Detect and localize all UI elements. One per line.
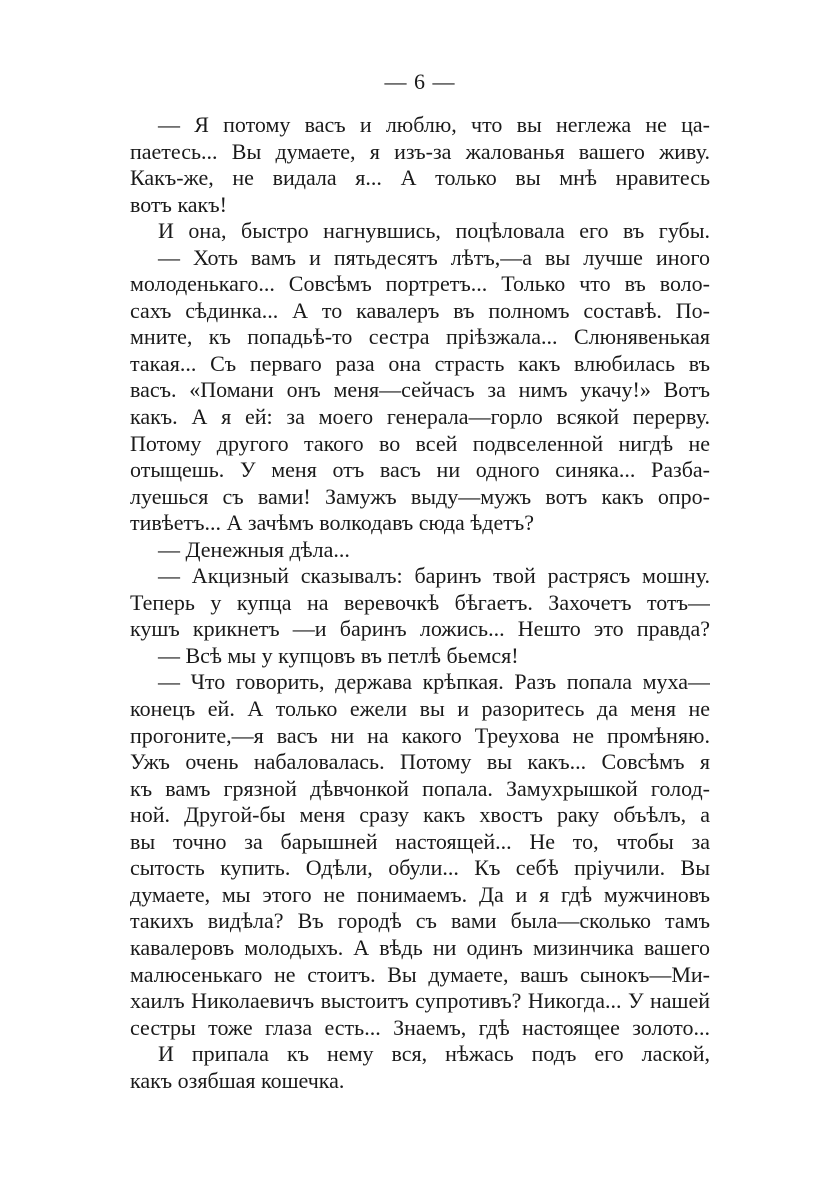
text-line: какъ. А я ей: за моего генерала—горло всякой перерву. xyxy=(130,404,710,430)
text-line: вы точно за барышней настоящей... Не то, чтобы за xyxy=(130,828,710,854)
text-line: думаете, мы этого не понимаемъ. Да и я гдѣ мужчиновъ xyxy=(130,881,710,907)
text-line: отыщешь. У меня отъ васъ ни одного синяка... Разба- xyxy=(130,457,710,483)
text-line: Какъ-же, не видала я... А только вы мнѣ нравитесь xyxy=(130,165,710,191)
text-line: — Что говорить, держава крѣпкая. Разъ попала муха— xyxy=(158,669,710,695)
page-number: — 6 — xyxy=(384,69,456,94)
text-line: малюсенькаго не стоитъ. Вы думаете, вашъ сынокъ—Ми- xyxy=(130,961,710,987)
text-line: — Денежныя дѣла... xyxy=(158,536,350,562)
text-line: васъ. «Помани онъ меня—сейчасъ за нимъ укачу!» Вотъ xyxy=(130,377,710,403)
text-line: прогоните,—я васъ ни на какого Треухова не промѣняю. xyxy=(130,722,710,748)
text-line: тивѣетъ... А зачѣмъ волкодавъ сюда ѣдетъ? xyxy=(130,510,534,536)
text-line: кушъ крикнетъ —и баринъ ложись... Нешто это правда? xyxy=(130,616,710,642)
text-line: паетесь... Вы думаете, я изъ-за жалованья вашего живу. xyxy=(130,138,710,164)
text-line: молоденькаго... Совсѣмъ портретъ... Только что въ воло- xyxy=(130,271,710,297)
text-line: вотъ какъ! xyxy=(130,191,227,217)
text-line: къ вамъ грязной дѣвчонкой попала. Замухрышкой голод- xyxy=(130,775,710,801)
text-line: сахъ сѣдинка... А то кавалеръ въ полномъ составѣ. По- xyxy=(130,297,710,323)
text-line: — Хоть вамъ и пятьдесятъ лѣтъ,—а вы лучше иного xyxy=(158,244,710,270)
text-line: такихъ видѣла? Въ городѣ съ вами была—сколько тамъ xyxy=(130,908,710,934)
text-line: хаилъ Николаевичъ выстоитъ супротивъ? Никогда... У нашей xyxy=(130,988,710,1014)
text-line: Ужъ очень набаловалась. Потому вы какъ... Совсѣмъ я xyxy=(130,749,710,775)
text-line: — Я потому васъ и люблю, что вы неглежа не ца- xyxy=(158,112,710,137)
text-line: сестры тоже глаза есть... Знаемъ, гдѣ настоящее золото... xyxy=(130,1014,710,1040)
text-line: Потому другого такого во всей подвселенной нигдѣ не xyxy=(130,430,710,456)
text-line: какъ озябшая кошечка. xyxy=(130,1067,345,1093)
text-line: ной. Другой-бы меня сразу какъ хвостъ раку объѣлъ, а xyxy=(130,802,710,828)
text-line: — Акцизный сказывалъ: баринъ твой растрясъ мошну. xyxy=(158,563,710,589)
text-line: И припала къ нему вся, нѣжась подъ его лаской, xyxy=(158,1041,710,1067)
text-line: кавалеровъ молодыхъ. А вѣдь ни одинъ мизинчика вашего xyxy=(130,934,710,960)
text-line: конецъ ей. А только ежели вы и разоритесь да меня не xyxy=(130,696,710,722)
text-line: И она, быстро нагнувшись, поцѣловала его въ губы. xyxy=(158,218,710,244)
text-line: Теперь у купца на веревочкѣ бѣгаетъ. Захочетъ тотъ— xyxy=(130,589,710,615)
text-line: луешься съ вами! Замужъ выду—мужъ вотъ какъ опро- xyxy=(130,483,710,509)
text-line: мните, къ попадьѣ-то сестра пріѣзжала... Слюнявенькая xyxy=(130,324,710,350)
text-line: такая... Съ перваго раза она страсть какъ влюбилась въ xyxy=(130,350,710,376)
body-text xyxy=(130,112,710,1094)
text-line: сытость купить. Одѣли, обули... Къ себѣ пріучили. Вы xyxy=(130,855,710,881)
text-line: — Всѣ мы у купцовъ въ петлѣ бьемся! xyxy=(158,642,519,668)
